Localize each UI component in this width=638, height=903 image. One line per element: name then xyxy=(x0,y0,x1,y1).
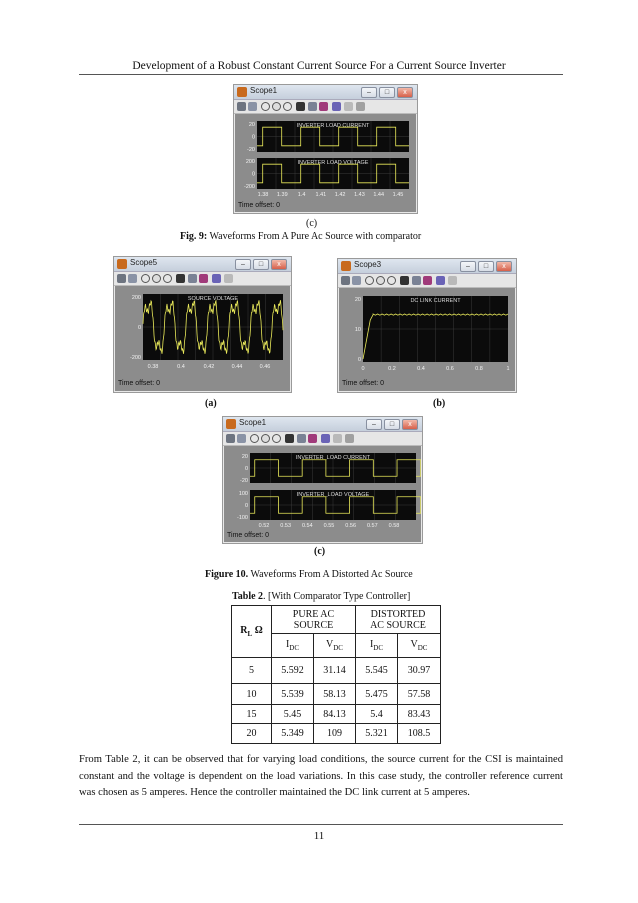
pure-ac-header xyxy=(272,606,356,634)
plot-title: INVERTER_LOAD CURRENT xyxy=(295,455,371,461)
x-tick-label: 0.53 xyxy=(280,523,292,529)
x-tick-label: 0.4 xyxy=(177,364,185,370)
cell: 10 xyxy=(232,684,272,705)
matlab-logo-icon xyxy=(341,261,351,271)
fig9-caption-bold: Fig. 9: xyxy=(180,231,208,242)
print-icon[interactable] xyxy=(237,102,246,111)
x-tick-label: 1 xyxy=(506,366,510,372)
distorted-ac-header xyxy=(356,606,441,634)
time-offset-label: Time offset: 0 xyxy=(342,380,385,387)
cell: 57.58 xyxy=(398,684,441,705)
scope-title: Scope1 xyxy=(250,86,278,95)
scope-title: Scope5 xyxy=(130,258,158,267)
x-tick-label: 1.39 xyxy=(276,192,288,198)
maximize-button[interactable]: □ xyxy=(478,261,494,272)
zoom-y-icon[interactable] xyxy=(283,102,292,111)
col-i: I xyxy=(369,639,374,650)
parameters-icon[interactable] xyxy=(237,434,246,443)
zoom-y-icon[interactable] xyxy=(387,276,396,285)
y-tick-label: 0 xyxy=(357,357,361,363)
scope-plot-area xyxy=(224,446,421,542)
figure10-caption xyxy=(205,569,413,580)
table-row xyxy=(232,658,441,684)
cell: 109 xyxy=(314,724,356,744)
y-tick-label: 20 xyxy=(248,122,255,128)
pure-ac-line1: PURE AC xyxy=(292,608,335,620)
y-tick-label: 200 xyxy=(245,159,255,165)
scope-plot-svg xyxy=(235,114,416,212)
floating-scope-icon[interactable] xyxy=(436,276,445,285)
x-tick-label: 0.44 xyxy=(231,364,243,370)
plot-title: INVERTER LOAD VOLTAGE xyxy=(297,160,369,166)
zoom-x-icon[interactable] xyxy=(152,274,161,283)
x-tick-label: 0.8 xyxy=(475,366,483,372)
signal-selection-icon[interactable] xyxy=(333,434,342,443)
scope-plot-svg xyxy=(115,286,290,391)
autoscale-icon[interactable] xyxy=(176,274,185,283)
restore-axes-icon[interactable] xyxy=(423,276,432,285)
table-row xyxy=(232,724,441,744)
scope-plot-svg xyxy=(224,446,421,542)
save-axes-icon[interactable] xyxy=(297,434,306,443)
table2-caption xyxy=(232,591,410,602)
print-icon[interactable] xyxy=(226,434,235,443)
table2-caption-text: . [With Comparator Type Controller] xyxy=(263,591,411,602)
floating-scope-icon[interactable] xyxy=(212,274,221,283)
cell: 5.475 xyxy=(356,684,398,705)
distorted-ac-line2: AC SOURCE xyxy=(370,619,426,631)
rl-header xyxy=(232,606,272,658)
col-sub: DC xyxy=(373,644,384,652)
y-tick-label: 20 xyxy=(354,297,361,303)
autoscale-icon[interactable] xyxy=(400,276,409,285)
plot-title: DC LINK CURRENT xyxy=(410,298,461,304)
floating-scope-icon[interactable] xyxy=(321,434,330,443)
cell: 83.43 xyxy=(398,705,441,724)
table-row xyxy=(232,705,441,724)
x-tick-label: 0.38 xyxy=(147,364,159,370)
y-tick-label: -100 xyxy=(236,515,248,521)
scope-titlebar xyxy=(338,259,516,274)
maximize-button[interactable]: □ xyxy=(384,419,400,430)
col-i: I xyxy=(285,639,290,650)
cell: 5.45 xyxy=(272,705,314,724)
y-tick-label: -20 xyxy=(247,147,255,153)
cell: 58.13 xyxy=(314,684,356,705)
zoom-y-icon[interactable] xyxy=(272,434,281,443)
x-tick-label: 0.6 xyxy=(446,366,454,372)
zoom-in-icon[interactable] xyxy=(365,276,374,285)
plot-title: SOURCE VOLTAGE xyxy=(187,296,239,302)
fig9-caption xyxy=(180,231,421,242)
parameters-icon[interactable] xyxy=(352,276,361,285)
y-tick-label: 0 xyxy=(244,466,248,472)
cell: 5.545 xyxy=(356,658,398,684)
cell: 30.97 xyxy=(398,658,441,684)
signal-selection-icon[interactable] xyxy=(344,102,353,111)
y-tick-label: 10 xyxy=(354,327,361,333)
restore-axes-icon[interactable] xyxy=(308,434,317,443)
distorted-ac-line1: DISTORTED xyxy=(370,608,426,620)
fig9-caption-text: Waveforms From A Pure Ac Source with comparator xyxy=(207,231,422,242)
scope-title: Scope1 xyxy=(239,418,267,427)
x-tick-label: 0 xyxy=(361,366,365,372)
col-vdc-pure xyxy=(314,634,356,658)
col-idc-dist xyxy=(356,634,398,658)
print-icon[interactable] xyxy=(117,274,126,283)
zoom-x-icon[interactable] xyxy=(376,276,385,285)
scope-window-fig10b xyxy=(337,258,517,393)
minimize-button[interactable]: – xyxy=(460,261,476,272)
lock-axes-icon[interactable] xyxy=(356,102,365,111)
cell: 5.4 xyxy=(356,705,398,724)
scope-window-fig9 xyxy=(233,84,418,214)
lock-axes-icon[interactable] xyxy=(345,434,354,443)
cell: 15 xyxy=(232,705,272,724)
maximize-button[interactable]: □ xyxy=(253,259,269,270)
table-row xyxy=(232,684,441,705)
scope-toolbar xyxy=(114,272,291,286)
x-tick-label: 1.42 xyxy=(334,192,346,198)
fig10a-sub-label: (a) xyxy=(205,398,217,409)
col-sub: DC xyxy=(417,644,428,652)
x-tick-label: 1.45 xyxy=(392,192,404,198)
restore-axes-icon[interactable] xyxy=(199,274,208,283)
scope-plot-area xyxy=(235,114,416,212)
save-axes-icon[interactable] xyxy=(308,102,317,111)
zoom-y-icon[interactable] xyxy=(163,274,172,283)
plot-title: INVERTER_LOAD VOLTAGE xyxy=(296,492,370,498)
cell: 108.5 xyxy=(398,724,441,744)
col-sub: DC xyxy=(289,644,300,652)
y-tick-label: 200 xyxy=(131,295,141,301)
scope-titlebar xyxy=(223,417,422,432)
scope-toolbar xyxy=(234,100,417,114)
zoom-in-icon[interactable] xyxy=(250,434,259,443)
time-offset-label: Time offset: 0 xyxy=(238,202,281,209)
close-button[interactable]: x xyxy=(402,419,418,430)
y-tick-label: -20 xyxy=(240,478,248,484)
scope-window-fig10c xyxy=(222,416,423,544)
x-tick-label: 0.52 xyxy=(258,523,270,529)
x-tick-label: 0.4 xyxy=(417,366,425,372)
parameters-icon[interactable] xyxy=(248,102,257,111)
x-tick-label: 0.57 xyxy=(366,523,378,529)
rl-unit: Ω xyxy=(252,625,263,636)
x-tick-label: 0.56 xyxy=(345,523,357,529)
scope-title: Scope3 xyxy=(354,260,382,269)
y-tick-label: 20 xyxy=(241,454,248,460)
restore-axes-icon[interactable] xyxy=(319,102,328,111)
x-tick-label: 0.55 xyxy=(323,523,335,529)
cell: 5 xyxy=(232,658,272,684)
cell: 5.539 xyxy=(272,684,314,705)
y-tick-label: 0 xyxy=(137,325,141,331)
matlab-logo-icon xyxy=(237,87,247,97)
x-tick-label: 0.2 xyxy=(388,366,396,372)
floating-scope-icon[interactable] xyxy=(332,102,341,111)
scope-toolbar xyxy=(338,274,516,288)
col-v: V xyxy=(410,639,418,650)
col-vdc-dist xyxy=(398,634,441,658)
x-tick-label: 1.41 xyxy=(315,192,327,198)
pure-ac-line2: SOURCE xyxy=(293,619,334,631)
x-tick-label: 1.44 xyxy=(373,192,385,198)
time-offset-label: Time offset: 0 xyxy=(227,532,270,539)
zoom-x-icon[interactable] xyxy=(272,102,281,111)
y-tick-label: 100 xyxy=(238,491,248,497)
cell: 31.14 xyxy=(314,658,356,684)
print-icon[interactable] xyxy=(341,276,350,285)
cell: 5.349 xyxy=(272,724,314,744)
cell: 5.321 xyxy=(356,724,398,744)
minimize-button[interactable]: – xyxy=(235,259,251,270)
fig10b-sub-label: (b) xyxy=(433,398,446,409)
y-tick-label: 0 xyxy=(251,171,255,178)
parameters-icon[interactable] xyxy=(128,274,137,283)
figure10-caption-text: Waveforms From A Distorted Ac Source xyxy=(248,569,413,580)
cell: 5.592 xyxy=(272,658,314,684)
header-rule xyxy=(79,74,563,75)
cell: 84.13 xyxy=(314,705,356,724)
maximize-button[interactable]: □ xyxy=(379,87,395,98)
zoom-in-icon[interactable] xyxy=(261,102,270,111)
x-tick-label: 1.4 xyxy=(297,192,306,198)
page-number: 11 xyxy=(313,830,325,842)
running-header: Development of a Robust Constant Current Source For a Current Source Inverter xyxy=(132,60,506,72)
body-paragraph: From Table 2, it can be observed that for varying load conditions, the source current for the CSI is maintained constant and the voltage is dependent on the load variations. In this case study, the controller reference current was chosen as 5 amperes. Hence the controller maintained the DC link current at 5 amperes. xyxy=(79,754,563,798)
y-tick-label: -200 xyxy=(129,355,141,361)
matlab-logo-icon xyxy=(226,419,236,429)
results-table xyxy=(231,605,441,744)
save-axes-icon[interactable] xyxy=(412,276,421,285)
x-tick-label: 0.42 xyxy=(203,364,215,370)
y-tick-label: 0 xyxy=(251,134,255,141)
scope-plot-svg xyxy=(339,288,515,391)
close-button[interactable]: x xyxy=(271,259,287,270)
y-tick-label: -200 xyxy=(243,184,255,190)
scope-titlebar xyxy=(114,257,291,272)
scope-window-fig10a xyxy=(113,256,292,393)
signal-selection-icon[interactable] xyxy=(224,274,233,283)
scope-plot-area xyxy=(115,286,290,391)
matlab-logo-icon xyxy=(117,259,127,269)
x-tick-label: 0.54 xyxy=(301,523,313,529)
minimize-button[interactable]: – xyxy=(361,87,377,98)
autoscale-icon[interactable] xyxy=(296,102,305,111)
col-sub: DC xyxy=(333,644,343,652)
scope-titlebar xyxy=(234,85,417,100)
scope-toolbar xyxy=(223,432,422,446)
x-tick-label: 0.46 xyxy=(259,364,271,370)
close-button[interactable]: x xyxy=(397,87,413,98)
col-v: V xyxy=(326,639,334,650)
close-button[interactable]: x xyxy=(496,261,512,272)
footer-rule xyxy=(79,824,563,825)
figure10-caption-bold: Figure 10. xyxy=(205,569,249,580)
x-tick-label: 1.38 xyxy=(257,192,269,198)
autoscale-icon[interactable] xyxy=(285,434,294,443)
x-tick-label: 0.58 xyxy=(388,523,400,529)
scope-plot-area xyxy=(339,288,515,391)
col-idc-pure xyxy=(272,634,314,658)
signal-selection-icon[interactable] xyxy=(448,276,457,285)
rl-sub: L xyxy=(247,630,253,638)
y-tick-label: 0 xyxy=(244,503,248,509)
cell: 20 xyxy=(232,724,272,744)
rl-label: R xyxy=(240,625,248,636)
table2-caption-bold: Table 2 xyxy=(232,591,264,602)
time-offset-label: Time offset: 0 xyxy=(118,380,161,387)
minimize-button[interactable]: – xyxy=(366,419,382,430)
zoom-in-icon[interactable] xyxy=(141,274,150,283)
fig10c-sub-label: (c) xyxy=(314,546,326,557)
save-axes-icon[interactable] xyxy=(188,274,197,283)
x-tick-label: 1.43 xyxy=(354,192,365,198)
zoom-x-icon[interactable] xyxy=(261,434,270,443)
fig9-sub-label: (c) xyxy=(306,218,318,229)
plot-title: INVERTER LOAD CURRENT xyxy=(296,123,370,129)
